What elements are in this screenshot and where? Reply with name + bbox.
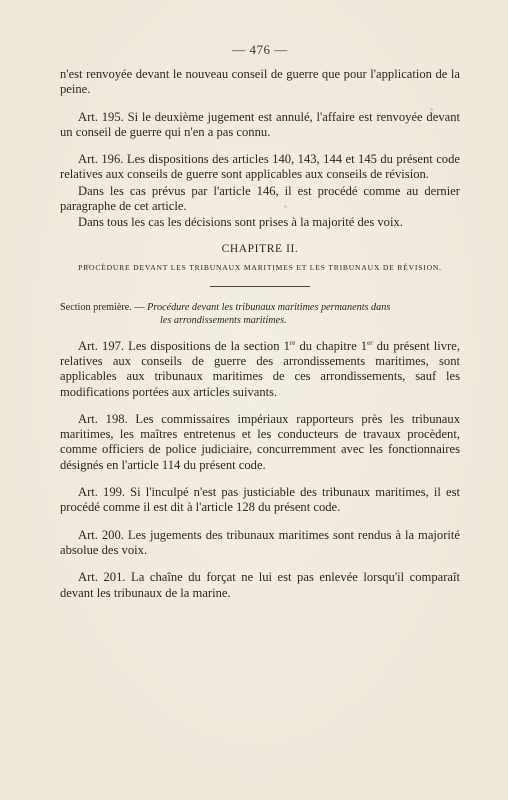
chapter-title: CHAPITRE II. [221, 242, 299, 255]
section-title-line-1: Procédure devant les tribunaux maritimes permanents dans [147, 301, 391, 313]
article-200: Art. 200. Les jugements des tribunaux maritimes sont rendus à la majorité absolue des voix. [60, 527, 460, 557]
article-197-sup-2: er [367, 338, 373, 347]
article-201: Art. 201. La chaîne du forçat ne lui est pas enlevée lorsqu'il comparaît devant les tribunaux de la marine. [60, 570, 460, 600]
article-198: Art. 198. Les commissaires impériaux rapporteurs près les tribunaux maritimes, les maîtres entretenus et les conducteurs de travaux procèdent, comme officiers de police judiciaire, concurremment avec les fonctionnaires désignés en l'article 114 du présent code. [60, 411, 460, 472]
article-196-paragraph-3: Dans tous les cas les décisions sont prises à la majorité des voix. [78, 215, 403, 230]
section-title-line-2: les arrondissements maritimes. [160, 314, 287, 326]
page-number: — 476 — [232, 42, 288, 57]
article-199: Art. 199. Si l'inculpé n'est pas justiciable des tribunaux maritimes, il est procédé comme il est dit à l'article 128 du présent code. [60, 485, 460, 515]
article-197-sup-1: re [289, 338, 296, 347]
page-content [60, 42, 460, 601]
article-196: Art. 196. Les dispositions des articles 140, 143, 144 et 145 du présent code relatives aux conseils de guerre sont applicables aux conseils de révision. [60, 152, 460, 182]
article-197-part-2: du chapitre 1 [295, 338, 368, 353]
article-197-part-1: Art. 197. Les dispositions de la section 1 [78, 338, 290, 353]
article-195: Art. 195. Si le deuxième jugement est annulé, l'affaire est renvoyée devant un conseil de guerre qui n'en a pas connu. [60, 109, 460, 139]
paragraph-continuation: n'est renvoyée devant le nouveau conseil de guerre que pour l'application de la peine. [60, 67, 460, 97]
article-197-part-3: du présent livre, relatives aux conseils de guerre des arrondissements maritimes, sont applicables aux tribunaux maritimes de ces arrondissements, sauf les modifications portées aux articles suivants. [60, 338, 461, 399]
chapter-subtitle: PROCÉDURE DEVANT LES TRIBUNAUX MARITIMES ET LES TRIBUNAUX DE RÉVISION. [78, 262, 442, 272]
section-heading [60, 301, 460, 314]
divider-rule [210, 286, 310, 287]
section-label: Section première. — [60, 301, 148, 313]
article-196-paragraph-2: Dans les cas prévus par l'article 146, il est procédé comme au dernier paragraphe de cet article. [60, 183, 460, 214]
article-197 [60, 339, 460, 400]
